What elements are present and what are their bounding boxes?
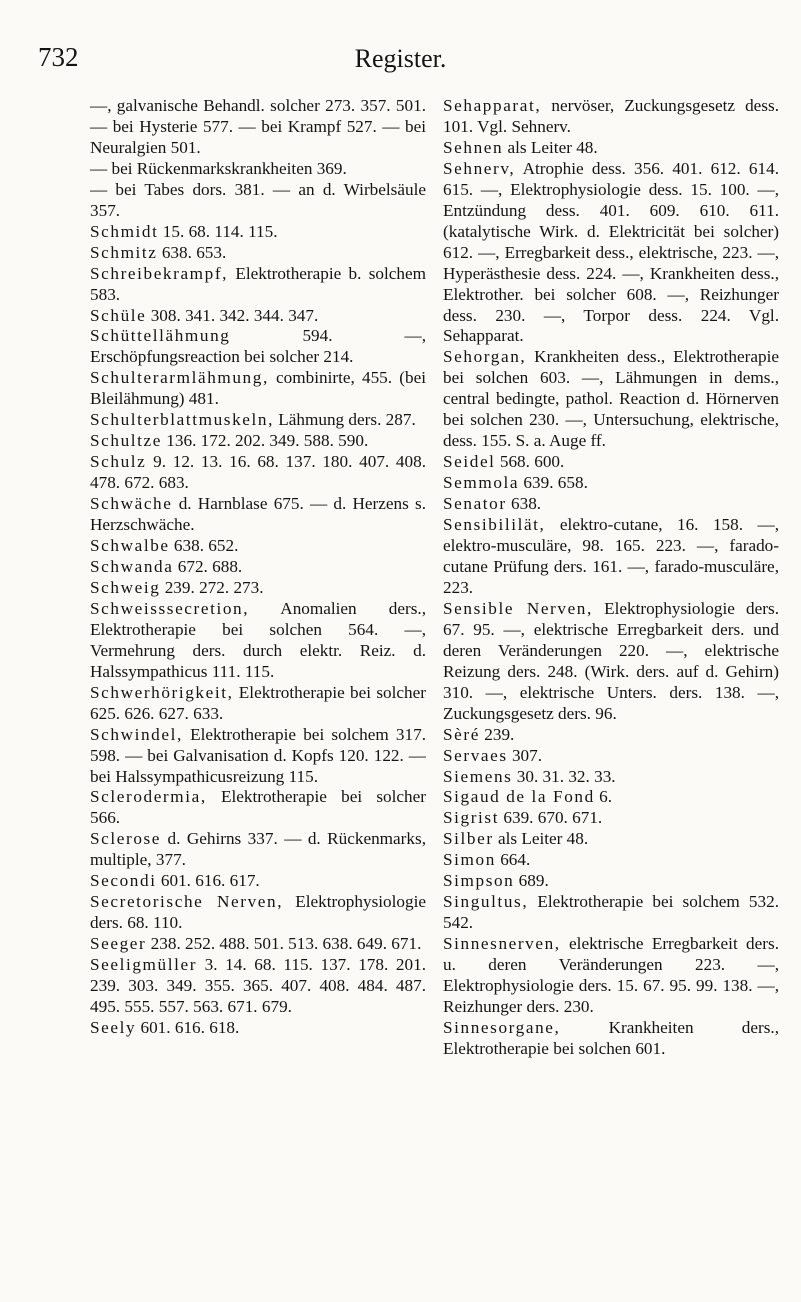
- entry-text: als Leiter 48.: [503, 137, 598, 157]
- entry-text: 15. 68. 114. 115.: [158, 221, 278, 241]
- entry-text: — bei Rückenmarkskrankheiten 369.: [90, 158, 347, 178]
- index-entry: [90, 599, 426, 683]
- index-entry: [90, 243, 426, 264]
- index-entry: [443, 138, 779, 159]
- index-entry: [443, 599, 779, 725]
- entry-text: 664.: [495, 850, 531, 870]
- index-entry: [443, 473, 779, 494]
- index-entry: [443, 934, 779, 1018]
- entry-headword: Simpson: [443, 871, 515, 891]
- entry-text: 239. 272. 273.: [160, 577, 264, 597]
- index-entry: [90, 1018, 426, 1039]
- index-entry: [90, 892, 426, 934]
- index-entry: [443, 725, 779, 746]
- index-entry: [90, 683, 426, 725]
- entry-headword: Sèré: [443, 724, 480, 744]
- entry-headword: Sehapparat,: [443, 96, 542, 115]
- entry-text: Atrophie dess. 356. 401. 612. 614. 615. —, Elektrophysiologie dess. 15. 100. —, Entzündung dess. 401. 609. 610. 611. (katalytische Wirk. d. Elektricität bei solcher) 612. —, Erregbarkeit dess., elektrische, 223. —, Hyperästhesie dess. 224. —, Krankheiten dess., Elektrother. bei solcher 608. —, Reizhunger dess. 230. —, Torpor dess. 224. Vgl. Sehapparat.: [443, 158, 779, 346]
- index-entry: [90, 431, 426, 452]
- entry-text: Lähmung ders. 287.: [273, 410, 416, 430]
- index-entry: [443, 808, 779, 829]
- entry-headword: Sehnerv,: [443, 158, 516, 178]
- index-entry: [90, 222, 426, 243]
- index-entry: [443, 746, 779, 767]
- page-header: [0, 42, 801, 82]
- entry-headword: Sinnesorgane,: [443, 1017, 561, 1037]
- index-entry: [90, 368, 426, 410]
- entry-text: 689.: [514, 871, 549, 891]
- index-entry: [90, 306, 426, 327]
- index-entry: [443, 494, 779, 515]
- index-entry: [90, 578, 426, 599]
- entry-headword: Seeligmüller: [90, 955, 198, 975]
- entry-headword: Sehorgan,: [443, 347, 527, 367]
- index-entry: [90, 159, 426, 180]
- entry-text: Elektrotherapie bei solchem 532. 542.: [443, 892, 779, 933]
- entry-text: Elektrophysiologie ders. 67. 95. —, elektrische Erregbarkeit ders. und deren Veränderungen 220. —, elektrische Reizung ders. 248. (Wirk. ders. auf d. Gehirn) 310. —, elektrische Unters. ders. 138. —, Zuckungsgesetz ders. 96.: [443, 598, 779, 723]
- entry-headword: Seely: [90, 1017, 137, 1037]
- entry-headword: Sensibililät,: [443, 515, 546, 535]
- index-entry: [90, 787, 426, 829]
- entry-text: 308. 341. 342. 344. 347.: [146, 305, 319, 325]
- entry-text: 238. 252. 488. 501. 513. 638. 649. 671.: [146, 934, 422, 954]
- index-entry: [443, 452, 779, 473]
- entry-text: 601. 616. 618.: [136, 1017, 240, 1037]
- entry-headword: Sigaud de la Fond: [443, 787, 595, 807]
- entry-headword: Singultus,: [443, 892, 529, 912]
- entry-headword: Sclerose: [90, 829, 162, 849]
- entry-headword: Seeger: [90, 934, 147, 954]
- entry-headword: Schmitz: [90, 242, 158, 262]
- entry-text: elektro-cutane, 16. 158. —, elektro-musculäre, 98. 165. 223. —, farado-cutane Prüfung ders. 161. —, farado-musculäre, 223.: [443, 515, 779, 597]
- entry-text: 9. 12. 13. 16. 68. 137. 180. 407. 408. 478. 672. 683.: [90, 452, 426, 493]
- entry-headword: Seidel: [443, 452, 496, 472]
- entry-text: 136. 172. 202. 349. 588. 590.: [161, 431, 369, 451]
- index-entry: [90, 829, 426, 871]
- entry-headword: Schultze: [90, 431, 162, 451]
- entry-text: 3. 14. 68. 115. 137. 178. 201. 239. 303. 349. 355. 365. 407. 408. 484. 487. 495. 555. 557. 563. 671. 679.: [90, 955, 426, 1016]
- entry-headword: Siemens: [443, 766, 513, 786]
- entry-text: d. Gehirns 337. — d. Rückenmarks, multiple, 377.: [90, 829, 426, 870]
- entry-headword: Schwalbe: [90, 536, 170, 556]
- entry-headword: Simon: [443, 850, 496, 870]
- entry-text: Krankheiten ders., Elektrotherapie bei solchen 601.: [443, 1017, 779, 1058]
- index-entry: [443, 1018, 779, 1060]
- entry-headword: Schüttellähmung: [90, 326, 231, 346]
- entry-text: — bei Tabes dors. 381. — an d. Wirbelsäule 357.: [90, 179, 426, 220]
- entry-text: Krankheiten dess., Elektrotherapie bei solchen 603. —, Lähmungen in dems., central bedingte, pathol. Reaction d. Hörnerven bei solchen 230. —, Untersuchung, elektrische, dess. 155. S. a. Auge ff.: [443, 347, 779, 451]
- index-entry: [443, 892, 779, 934]
- entry-headword: Secondi: [90, 871, 157, 891]
- entry-text: Elektrotherapie bei solcher 566.: [90, 787, 426, 828]
- entry-headword: Schreibekrampf,: [90, 263, 229, 283]
- index-entry: [443, 767, 779, 788]
- entry-headword: Sigrist: [443, 808, 500, 828]
- entry-text: 638.: [506, 494, 542, 514]
- entry-text: 568. 600.: [495, 452, 565, 472]
- entry-text: 638. 652.: [169, 536, 239, 556]
- entry-text: elektrische Erregbarkeit ders. u. deren Veränderungen 223. —, Elektrophysiologie ders. 15. 67. 95. 99. 138. —, Reizhunger ders. 230.: [443, 934, 779, 1016]
- entry-text: Elektrotherapie bei solcher 625. 626. 627. 633.: [90, 682, 426, 723]
- page-title: Register.: [354, 44, 447, 73]
- index-entry: [443, 159, 779, 348]
- index-entry: [90, 180, 426, 222]
- entry-text: d. Harnblase 675. — d. Herzens s. Herzschwäche.: [90, 494, 426, 535]
- entry-text: Elektrotherapie bei solchem 317. 598. — bei Galvanisation d. Kopfs 120. 122. — bei Halssympathicusreizung 115.: [90, 724, 426, 786]
- entry-headword: Schulz: [90, 452, 147, 472]
- entry-text: Elektrotherapie b. solchem 583.: [90, 263, 426, 304]
- entry-headword: Schwäche: [90, 494, 173, 514]
- entry-text: nervöser, Zuckungsgesetz dess. 101. Vgl. Sehnerv.: [443, 96, 779, 136]
- index-entry: [90, 871, 426, 892]
- entry-headword: Schweig: [90, 577, 161, 597]
- entry-text: 639. 658.: [519, 473, 588, 493]
- entry-headword: Schmidt: [90, 221, 159, 241]
- entry-text: 6.: [594, 787, 612, 807]
- entry-text: Anomalien ders., Elektrotherapie bei solchen 564. —, Vermehrung ders. durch elektr. Reiz. d. Halssympathicus 111. 115.: [90, 598, 426, 681]
- entry-headword: Schwindel,: [90, 724, 183, 744]
- entry-text: als Leiter 48.: [493, 829, 589, 849]
- entry-text: combinirte, 455. (bei Bleilähmung) 481.: [90, 368, 426, 409]
- left-column: [90, 96, 426, 1039]
- index-entry: [90, 452, 426, 494]
- entry-headword: Schwerhörigkeit,: [90, 682, 234, 702]
- entry-text: 594. —, Erschöpfungsreaction bei solcher 214.: [90, 326, 426, 367]
- entry-headword: Schulterblattmuskeln,: [90, 410, 274, 430]
- entry-headword: Sclerodermia,: [90, 787, 207, 807]
- index-entry: [443, 96, 779, 138]
- entry-text: 639. 670. 671.: [499, 808, 603, 828]
- index-entry: [443, 871, 779, 892]
- entry-headword: Sinnesnerven,: [443, 934, 561, 954]
- entry-text: 239.: [479, 724, 515, 744]
- index-entry: [90, 536, 426, 557]
- entry-text: 672. 688.: [173, 556, 243, 576]
- entry-headword: Sehnen: [443, 137, 504, 157]
- entry-text: 601. 616. 617.: [156, 871, 260, 891]
- index-entry: [90, 326, 426, 368]
- entry-text: 30. 31. 32. 33.: [512, 766, 616, 786]
- entry-headword: Schulterarmlähmung,: [90, 368, 269, 388]
- index-entry: [443, 850, 779, 871]
- entry-headword: Sensible Nerven,: [443, 598, 593, 618]
- entry-headword: Schwanda: [90, 556, 174, 576]
- index-entry: [443, 515, 779, 599]
- right-column: [443, 96, 779, 1060]
- index-entry: [90, 934, 426, 955]
- entry-text: Elektrophysiologie ders. 68. 110.: [90, 892, 426, 933]
- index-entry: [90, 264, 426, 306]
- entry-text: 307.: [507, 745, 543, 765]
- index-entry: [90, 494, 426, 536]
- entry-text: 638. 653.: [157, 242, 227, 262]
- entry-headword: Secretorische Nerven,: [90, 892, 284, 912]
- index-entry: [90, 557, 426, 578]
- index-entry: [443, 829, 779, 850]
- index-entry: [443, 787, 779, 808]
- index-entry: [90, 955, 426, 1018]
- page-number: 732: [38, 42, 79, 72]
- entry-headword: Silber: [443, 829, 494, 849]
- entry-headword: Schweisssecretion,: [90, 598, 250, 618]
- entry-headword: Schüle: [90, 305, 147, 325]
- index-entry: [443, 347, 779, 452]
- index-entry: [90, 410, 426, 431]
- entry-text: —, galvanische Behandl. solcher 273. 357. 501. — bei Hysterie 577. — bei Krampf 527. — bei Neuralgien 501.: [90, 96, 426, 157]
- entry-headword: Senator: [443, 494, 507, 514]
- entry-headword: Semmola: [443, 473, 520, 493]
- index-entry: [90, 96, 426, 159]
- index-entry: [90, 725, 426, 788]
- entry-headword: Servaes: [443, 745, 508, 765]
